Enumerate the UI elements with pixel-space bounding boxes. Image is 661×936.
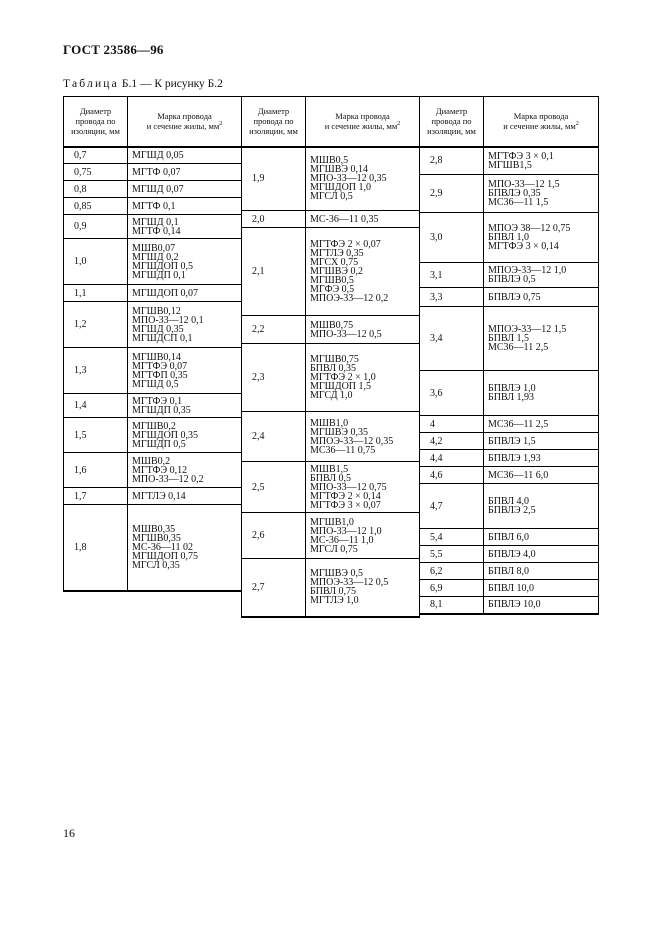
mark-entry: МГШДОП 0,5 (132, 260, 194, 272)
table-row (64, 181, 242, 198)
mark-entry: БПВЛ 4,0 (488, 496, 530, 507)
mark-cell (306, 513, 420, 559)
mark-entry: БПВЛЭ 0,5 (488, 274, 536, 285)
mark-entry: МПОЭ-33—12 0,35 (310, 435, 394, 447)
diameter-cell: 2,8 (420, 147, 484, 175)
header-text-part: и сечение жилы, мм (324, 121, 398, 132)
table-row (420, 484, 599, 529)
header-superscript: 2 (397, 121, 401, 128)
table-row (64, 285, 242, 302)
mark-cell (484, 213, 599, 263)
header-text: Марка провода (335, 111, 390, 122)
table-caption-word: Таблица (63, 78, 119, 90)
mark-entry: МПОЭ-33—12 0,2 (310, 293, 389, 304)
mark-cell (484, 467, 599, 484)
table-row (420, 597, 599, 614)
mark-cell (128, 181, 242, 198)
mark-entry: МГТФЭ 2 × 1,0 (310, 372, 376, 383)
table-row (242, 412, 420, 462)
header-text: Марка провода (513, 111, 569, 122)
header-text: провода по (253, 116, 294, 127)
table-row (242, 344, 420, 412)
mark-entry: МГШВ0,5 (310, 275, 354, 286)
mark-entry: МШВ0,5 (310, 155, 349, 167)
table-row (64, 418, 242, 453)
mark-cell (484, 529, 599, 546)
mark-entry: БПВЛЭ 1,5 (488, 435, 536, 447)
diameter-cell: 1,4 (64, 394, 128, 418)
mark-entry: МПО-33—12 0,35 (310, 173, 387, 185)
mark-entry: БПВЛ 1,93 (488, 392, 535, 403)
mark-entry: МГТФ 0,14 (132, 225, 181, 237)
mark-entry: МГШВ1,5 (488, 159, 532, 171)
table-row (420, 147, 599, 175)
mark-entry: БПВЛ 6,0 (488, 531, 530, 543)
diameter-cell: 0,8 (64, 181, 128, 198)
header-mark (306, 97, 420, 147)
mark-cell (128, 239, 242, 285)
mark-entry: МС36—11 2,5 (488, 342, 549, 353)
mark-cell (128, 198, 242, 215)
table-row (242, 513, 420, 559)
diameter-cell: 2,2 (242, 316, 306, 344)
mark-entry: БПВЛЭ 0,35 (488, 188, 541, 199)
mark-cell (484, 580, 599, 597)
mark-cell (306, 211, 420, 228)
header-text: Марка провода (157, 111, 212, 122)
header-text: провода по (75, 116, 116, 127)
mark-entry: БПВЛ 1,0 (488, 232, 530, 243)
table-row (242, 147, 420, 211)
mark-entry: МС36—11 2,5 (488, 418, 549, 430)
mark-cell (128, 147, 242, 164)
table-row (420, 307, 599, 371)
mark-entry: МГСХ 0,75 (310, 257, 359, 268)
header-mark (484, 97, 599, 147)
mark-entry: МГТФЭ 2 × 0,14 (310, 490, 381, 502)
mark-entry: МГШВ0,35 (132, 532, 181, 544)
diameter-cell: 2,7 (242, 559, 306, 617)
table-row (420, 467, 599, 484)
mark-entry: МШВ1,0 (310, 417, 349, 429)
mark-cell (484, 416, 599, 433)
header-superscript: 2 (575, 121, 579, 128)
table-row (64, 302, 242, 348)
mark-entry: БПВЛ 10,0 (488, 582, 535, 594)
mark-cell (484, 484, 599, 529)
diameter-cell: 1,1 (64, 285, 128, 302)
mark-entry: МГТФЭ 0,12 (132, 464, 188, 476)
table-row (420, 563, 599, 580)
diameter-cell: 2,1 (242, 228, 306, 316)
diameter-cell: 1,5 (64, 418, 128, 453)
header-text: изоляции, мм (249, 126, 298, 137)
header-text (130, 121, 239, 131)
diameter-cell: 2,4 (242, 412, 306, 462)
wire-table (63, 96, 598, 646)
mark-entry: МГТЛЭ 0,14 (132, 490, 186, 502)
mark-cell (128, 453, 242, 488)
mark-cell (128, 215, 242, 239)
mark-cell (128, 164, 242, 181)
mark-entry: БПВЛЭ 0,75 (488, 291, 541, 303)
header-text: изоляции, мм (71, 126, 120, 137)
table-row (242, 316, 420, 344)
mark-entry: МПО-33—12 1,5 (488, 179, 560, 190)
table-part-1 (63, 96, 242, 592)
diameter-cell: 2,9 (420, 175, 484, 213)
diameter-cell: 6,2 (420, 563, 484, 580)
mark-entry: МГШДП 0,5 (132, 438, 186, 450)
header-diameter (64, 97, 128, 147)
mark-cell (484, 546, 599, 563)
mark-entry: МПО-33—12 0,5 (310, 328, 382, 340)
mark-entry: БПВЛЭ 10,0 (488, 599, 541, 611)
header-text: Диаметр (79, 106, 112, 117)
mark-entry: МГТФЭ 0,1 (132, 395, 183, 407)
mark-entry: МС36—11 0,75 (310, 444, 376, 456)
mark-entry: МГШД 0,5 (132, 378, 179, 390)
table-part-2 (241, 96, 420, 618)
mark-entry: МПОЭ-33—12 0,5 (310, 577, 389, 589)
mark-entry: БПВЛЭ 1,0 (488, 383, 536, 394)
mark-entry: МГШДОП 0,75 (132, 550, 199, 562)
mark-entry: МГСЛ 0,5 (310, 191, 353, 203)
diameter-cell: 4,2 (420, 433, 484, 450)
header-text: изоляции, мм (427, 126, 476, 137)
header-diameter (242, 97, 306, 147)
mark-entry: МГТФЭ 3 × 0,14 (488, 241, 559, 252)
table-row (242, 462, 420, 513)
diameter-cell: 1,7 (64, 488, 128, 505)
diameter-cell: 1,8 (64, 505, 128, 591)
diameter-cell: 2,0 (242, 211, 306, 228)
table-row (64, 394, 242, 418)
mark-entry: МПО-33—12 1,0 (310, 525, 382, 537)
mark-entry: МГШД 0,35 (132, 323, 184, 335)
mark-entry: МГСЛ 0,75 (310, 543, 358, 555)
mark-entry: МГШДОП 0,35 (132, 429, 199, 441)
mark-entry: МГТФП 0,35 (132, 369, 188, 381)
diameter-cell: 1,9 (242, 147, 306, 211)
diameter-cell: 1,2 (64, 302, 128, 348)
header-mark (128, 97, 242, 147)
mark-entry: МГТФ 0,1 (132, 200, 176, 212)
table-row (64, 239, 242, 285)
diameter-cell: 2,3 (242, 344, 306, 412)
table-row (420, 580, 599, 597)
mark-entry: МГШВ0,75 (310, 354, 359, 365)
mark-cell (306, 316, 420, 344)
header-diameter (420, 97, 484, 147)
diameter-cell: 5,4 (420, 529, 484, 546)
mark-cell (484, 597, 599, 614)
header-text (308, 121, 417, 131)
mark-cell (306, 412, 420, 462)
mark-cell (128, 302, 242, 348)
mark-cell (128, 488, 242, 505)
mark-entry: МШВ0,07 (132, 242, 176, 254)
mark-entry: МГТФЭ 2 × 0,07 (310, 239, 381, 250)
mark-cell (484, 450, 599, 467)
mark-entry: МПОЭ-33—12 1,0 (488, 265, 567, 276)
diameter-cell: 1,0 (64, 239, 128, 285)
mark-entry: МГШДОП 1,5 (310, 381, 372, 392)
mark-entry: МГШД 0,07 (132, 183, 184, 195)
diameter-cell: 3,1 (420, 263, 484, 288)
diameter-cell: 0,75 (64, 164, 128, 181)
mark-entry: БПВЛ 8,0 (488, 565, 530, 577)
diameter-cell: 5,5 (420, 546, 484, 563)
table-row (420, 288, 599, 307)
mark-entry: МГШВ0,2 (132, 420, 176, 432)
diameter-cell: 4 (420, 416, 484, 433)
mark-entry: МШВ1,5 (310, 463, 349, 475)
mark-entry: МС-36—11 02 (132, 541, 194, 553)
mark-entry: МГШВ0,12 (132, 305, 181, 317)
table-row (420, 175, 599, 213)
mark-entry: МГШВЭ 0,5 (310, 568, 364, 580)
mark-cell (306, 147, 420, 211)
diameter-cell: 8,1 (420, 597, 484, 614)
header-text-part: и сечение жилы, мм (503, 121, 576, 132)
mark-entry: МГШДП 0,1 (132, 269, 186, 281)
diameter-cell: 1,6 (64, 453, 128, 488)
mark-entry: БПВЛ 0,35 (310, 363, 357, 374)
table-row (64, 505, 242, 591)
table-caption-title: Б.1 — К рисунку Б.2 (121, 78, 223, 90)
mark-entry: МС36—11 1,5 (488, 197, 549, 208)
table-row (420, 213, 599, 263)
diameter-cell: 4,4 (420, 450, 484, 467)
mark-cell (484, 147, 599, 175)
mark-entry: БПВЛ 0,5 (310, 472, 352, 484)
mark-cell (306, 228, 420, 316)
mark-entry: БПВЛ 0,75 (310, 586, 357, 598)
table-row (420, 371, 599, 416)
table-row (420, 450, 599, 467)
mark-entry: МГШВ1,0 (310, 516, 354, 528)
mark-entry: МГТЛЭ 1,0 (310, 595, 359, 607)
diameter-cell: 3,3 (420, 288, 484, 307)
mark-cell (128, 505, 242, 591)
mark-entry: МГШВ0,14 (132, 351, 181, 363)
diameter-cell: 3,0 (420, 213, 484, 263)
diameter-cell: 6,9 (420, 580, 484, 597)
table-row (242, 211, 420, 228)
table-row (420, 529, 599, 546)
mark-entry: МГШДП 0,35 (132, 404, 191, 416)
header-row (64, 97, 242, 147)
mark-entry: МГШДОП 0,07 (132, 287, 199, 299)
header-text: провода по (431, 116, 472, 127)
mark-cell (306, 462, 420, 513)
mark-cell (128, 394, 242, 418)
diameter-cell: 3,4 (420, 307, 484, 371)
table-row (420, 433, 599, 450)
table-caption (63, 78, 223, 90)
mark-entry: МГСД 1,0 (310, 390, 353, 401)
mark-entry: МГШВЭ 0,35 (310, 426, 369, 438)
mark-entry: МПО-33—12 0,75 (310, 481, 387, 493)
mark-entry: БПВЛЭ 4,0 (488, 548, 536, 560)
mark-entry: МГСЛ 0,35 (132, 559, 180, 571)
diameter-cell: 0,9 (64, 215, 128, 239)
table-part-3 (419, 96, 599, 615)
document-code: ГОСТ 23586—96 (63, 42, 164, 57)
diameter-cell: 2,5 (242, 462, 306, 513)
table-row (64, 164, 242, 181)
header-superscript: 2 (219, 121, 223, 128)
header-row (242, 97, 420, 147)
table-row (64, 348, 242, 394)
mark-entry: МГШВЭ 0,14 (310, 164, 369, 176)
page-number: 16 (63, 826, 75, 840)
mark-entry: МШВ0,35 (132, 523, 176, 535)
table-row (420, 263, 599, 288)
mark-cell (484, 307, 599, 371)
mark-entry: МГШД 0,2 (132, 251, 179, 263)
diameter-cell: 1,3 (64, 348, 128, 394)
header-row (420, 97, 599, 147)
mark-entry: МГШВЭ 0,2 (310, 266, 364, 277)
mark-cell (484, 175, 599, 213)
diameter-cell: 4,7 (420, 484, 484, 529)
mark-entry: МГТФЭ 3 × 0,1 (488, 150, 554, 162)
mark-cell (484, 371, 599, 416)
mark-cell (484, 433, 599, 450)
header-text: Диаметр (435, 106, 468, 117)
diameter-cell: 4,6 (420, 467, 484, 484)
mark-entry: МГШДОП 1,0 (310, 182, 372, 194)
mark-cell (484, 288, 599, 307)
table-row (420, 416, 599, 433)
mark-cell (128, 418, 242, 453)
mark-entry: МПО-33—12 0,1 (132, 314, 204, 326)
mark-entry: БПВЛЭ 2,5 (488, 505, 536, 516)
mark-entry: МГФЭ 0,5 (310, 284, 355, 295)
mark-entry: МГТФ 0,07 (132, 166, 181, 178)
table-row (64, 488, 242, 505)
mark-entry: МГШД 0,05 (132, 149, 184, 161)
table-row (242, 228, 420, 316)
table-row (64, 147, 242, 164)
header-text: Диаметр (257, 106, 290, 117)
mark-entry: БПВЛ 1,5 (488, 333, 530, 344)
mark-entry: БПВЛЭ 1,93 (488, 452, 541, 464)
mark-entry: МПОЭ-33—12 1,5 (488, 324, 567, 335)
diameter-cell: 0,85 (64, 198, 128, 215)
diameter-cell: 3,6 (420, 371, 484, 416)
mark-entry: МГШД 0,1 (132, 216, 179, 228)
mark-entry: МШВ0,75 (310, 319, 354, 331)
mark-cell (484, 263, 599, 288)
mark-cell (306, 559, 420, 617)
mark-entry: МГТФЭ 3 × 0,07 (310, 499, 381, 511)
table-row (64, 198, 242, 215)
diameter-cell: 0,7 (64, 147, 128, 164)
mark-entry: МГШДСП 0,1 (132, 332, 193, 344)
header-text-part: и сечение жилы, мм (146, 121, 220, 132)
table-row (420, 546, 599, 563)
mark-entry: МС-36—11 0,35 (310, 213, 379, 225)
table-row (64, 215, 242, 239)
mark-cell (484, 563, 599, 580)
mark-cell (128, 348, 242, 394)
header-text (486, 121, 596, 131)
mark-entry: МС36—11 6,0 (488, 469, 549, 481)
diameter-cell: 2,6 (242, 513, 306, 559)
mark-entry: МШВ0,2 (132, 455, 171, 467)
mark-entry: МС-36—11 1,0 (310, 534, 374, 546)
mark-entry: МПОЭ 38—12 0,75 (488, 223, 571, 234)
mark-entry: МГТФЭ 0,07 (132, 360, 188, 372)
mark-cell (306, 344, 420, 412)
mark-entry: МПО-33—12 0,2 (132, 473, 204, 485)
mark-entry: МГТЛЭ 0,35 (310, 248, 364, 259)
table-row (242, 559, 420, 617)
table-row (64, 453, 242, 488)
mark-cell (128, 285, 242, 302)
